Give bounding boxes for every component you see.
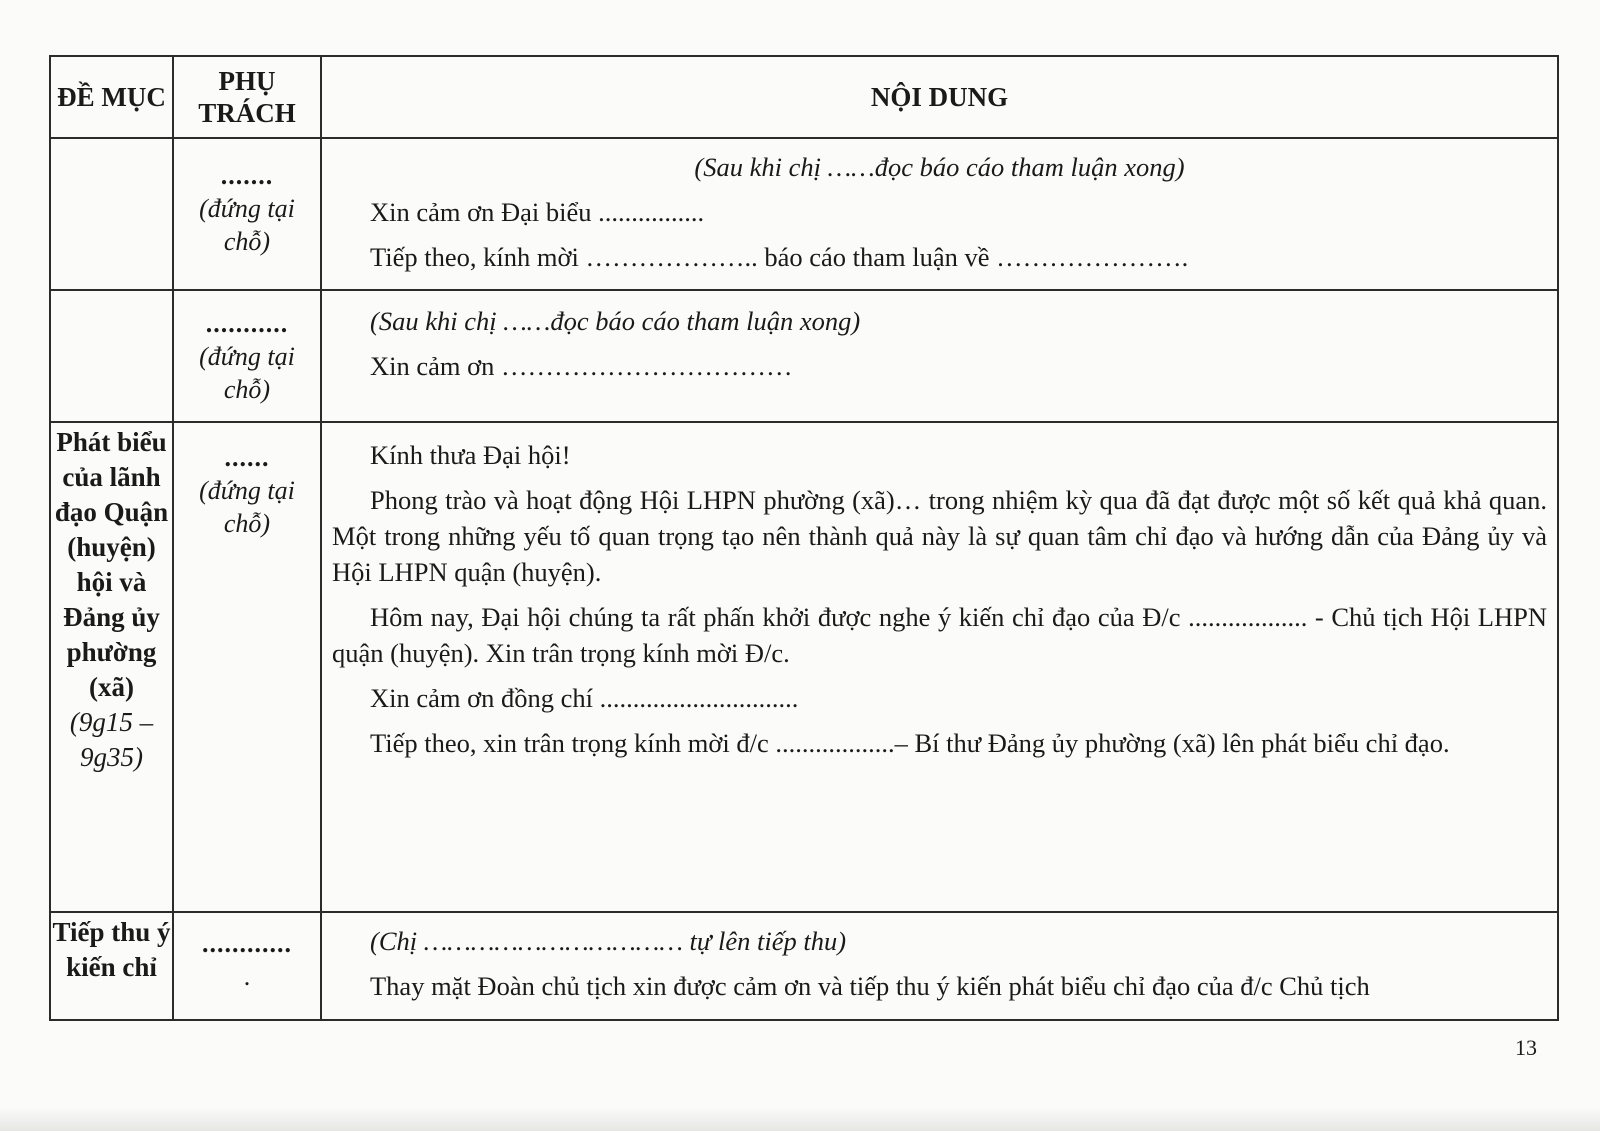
page-number: 13 [1515,1035,1537,1060]
table-header-row [50,56,1558,138]
content-line: Tiếp theo, xin trân trọng kính mời đ/c ..................– Bí thư Đảng ủy phường (xã) lên phát biểu chỉ đạo. [370,728,1450,758]
responsible-name: ....... [220,161,274,190]
content-line: Xin cảm ơn Đại biểu ................ [370,197,705,227]
header-noi-dung: NỘI DUNG [321,56,1558,138]
content-line: Phong trào và hoạt động Hội LHPN phường (xã)… trong nhiệm kỳ qua đã đạt được một số kết quả khả quan. Một trong những yếu tố quan trọng tạo nên thành quả này là sự quan tâm chỉ đạo và hướng dẫn của Đảng ủy và Hội LHPN quận (huyện). [332,485,1547,587]
content-line: Tiếp theo, kính mời ……………….. báo cáo tham luận về …………………. [370,242,1189,272]
table-row [50,912,1558,1020]
content-line: Hôm nay, Đại hội chúng ta rất phấn khởi được nghe ý kiến chỉ đạo của Đ/c .................. - Chủ tịch Hội LHPN quận (huyện). Xin trân trọng kính mời Đ/c. [332,602,1547,668]
responsible-note: (đứng tại chỗ) [199,476,295,538]
responsible-cell [173,422,321,912]
responsible-note: . [243,962,251,991]
content-line: (Chị …………………………… tự lên tiếp thu) [370,926,847,956]
table-row [50,290,1558,422]
responsible-name: ............ [202,929,292,958]
responsible-cell [173,912,321,1020]
content-cell [321,138,1558,290]
section-cell [50,912,173,1020]
responsible-cell [173,290,321,422]
content-line: (Sau khi chị ……đọc báo cáo tham luận xong) [370,306,861,336]
section-label [51,139,172,141]
responsible-note: (đứng tại chỗ) [199,342,295,404]
content-cell [321,290,1558,422]
content-line: (Sau khi chị ……đọc báo cáo tham luận xong) [694,152,1185,182]
content-cell [321,912,1558,1020]
page-edge [0,1107,1600,1131]
content-cell [321,422,1558,912]
section-cell [50,138,173,290]
content-line: Kính thưa Đại hội! [370,440,571,470]
responsible-cell [173,138,321,290]
responsible-note: (đứng tại chỗ) [199,194,295,256]
table-row [50,422,1558,912]
section-label: Tiếp thu ý kiến chỉ [52,917,171,982]
header-phu-trach: PHỤ TRÁCH [173,56,321,138]
section-label [51,291,172,293]
responsible-name: ...... [224,443,270,472]
program-table [49,55,1559,1021]
content-line: Thay mặt Đoàn chủ tịch xin được cảm ơn và tiếp thu ý kiến phát biểu chỉ đạo của đ/c Chủ tịch [370,971,1370,1001]
section-time: (9g15 – 9g35) [69,707,154,772]
table-row [50,138,1558,290]
content-line: Xin cảm ơn đồng chí .............................. [370,683,799,713]
header-de-muc: ĐỀ MỤC [50,56,173,138]
section-cell [50,290,173,422]
content-line: Xin cảm ơn …………………………… [370,351,793,381]
section-cell [50,422,173,912]
responsible-name: ........... [205,309,289,338]
section-label: Phát biểu của lãnh đạo Quận (huyện) hội và Đảng ủy phường (xã) [54,427,169,702]
